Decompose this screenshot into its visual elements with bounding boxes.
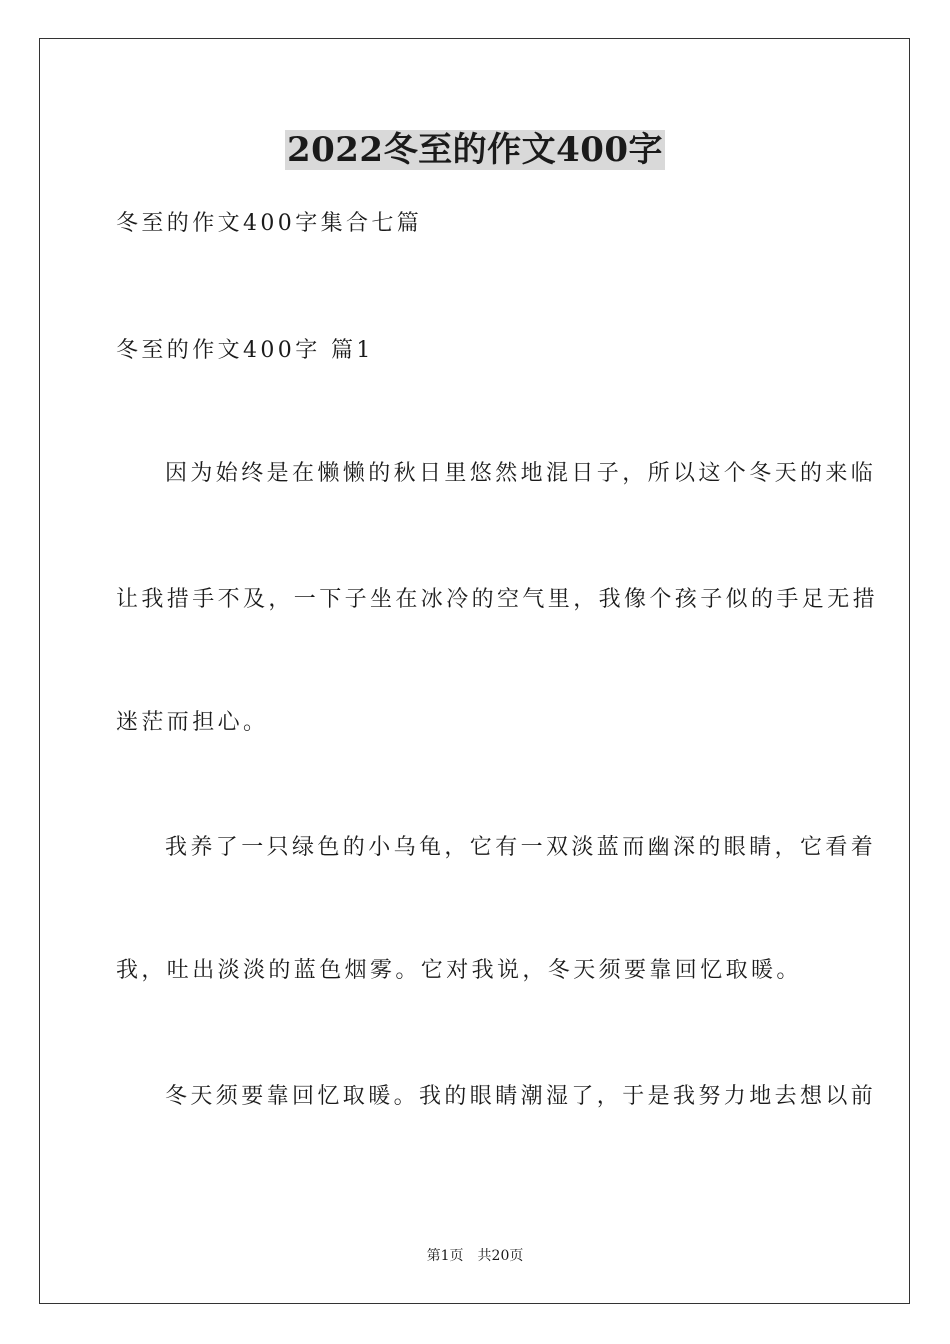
paragraph-line: 我，吐出淡淡的蓝色烟雾。它对我说，冬天须要靠回忆取暖。 xyxy=(116,958,802,983)
page-footer xyxy=(0,1247,950,1265)
document-title-text: 2022冬至的作文400字 xyxy=(286,130,664,170)
page-number: 第1页 xyxy=(426,1248,464,1264)
paragraph-line: 我养了一只绿色的小乌龟，它有一双淡蓝而幽深的眼睛，它看着 xyxy=(165,835,877,860)
document-title xyxy=(0,128,950,172)
page-total: 共20页 xyxy=(477,1248,524,1264)
section-heading: 冬至的作文400字 篇1 xyxy=(116,338,374,363)
paragraph-line: 迷茫而担心。 xyxy=(116,710,269,735)
document-subtitle: 冬至的作文400字集合七篇 xyxy=(116,211,423,236)
paragraph-line: 冬天须要靠回忆取暖。我的眼睛潮湿了，于是我努力地去想以前 xyxy=(165,1084,877,1109)
paragraph-line: 因为始终是在懒懒的秋日里悠然地混日子，所以这个冬天的来临 xyxy=(165,461,877,486)
paragraph-line: 让我措手不及，一下子坐在冰冷的空气里，我像个孩子似的手足无措 xyxy=(116,587,879,612)
